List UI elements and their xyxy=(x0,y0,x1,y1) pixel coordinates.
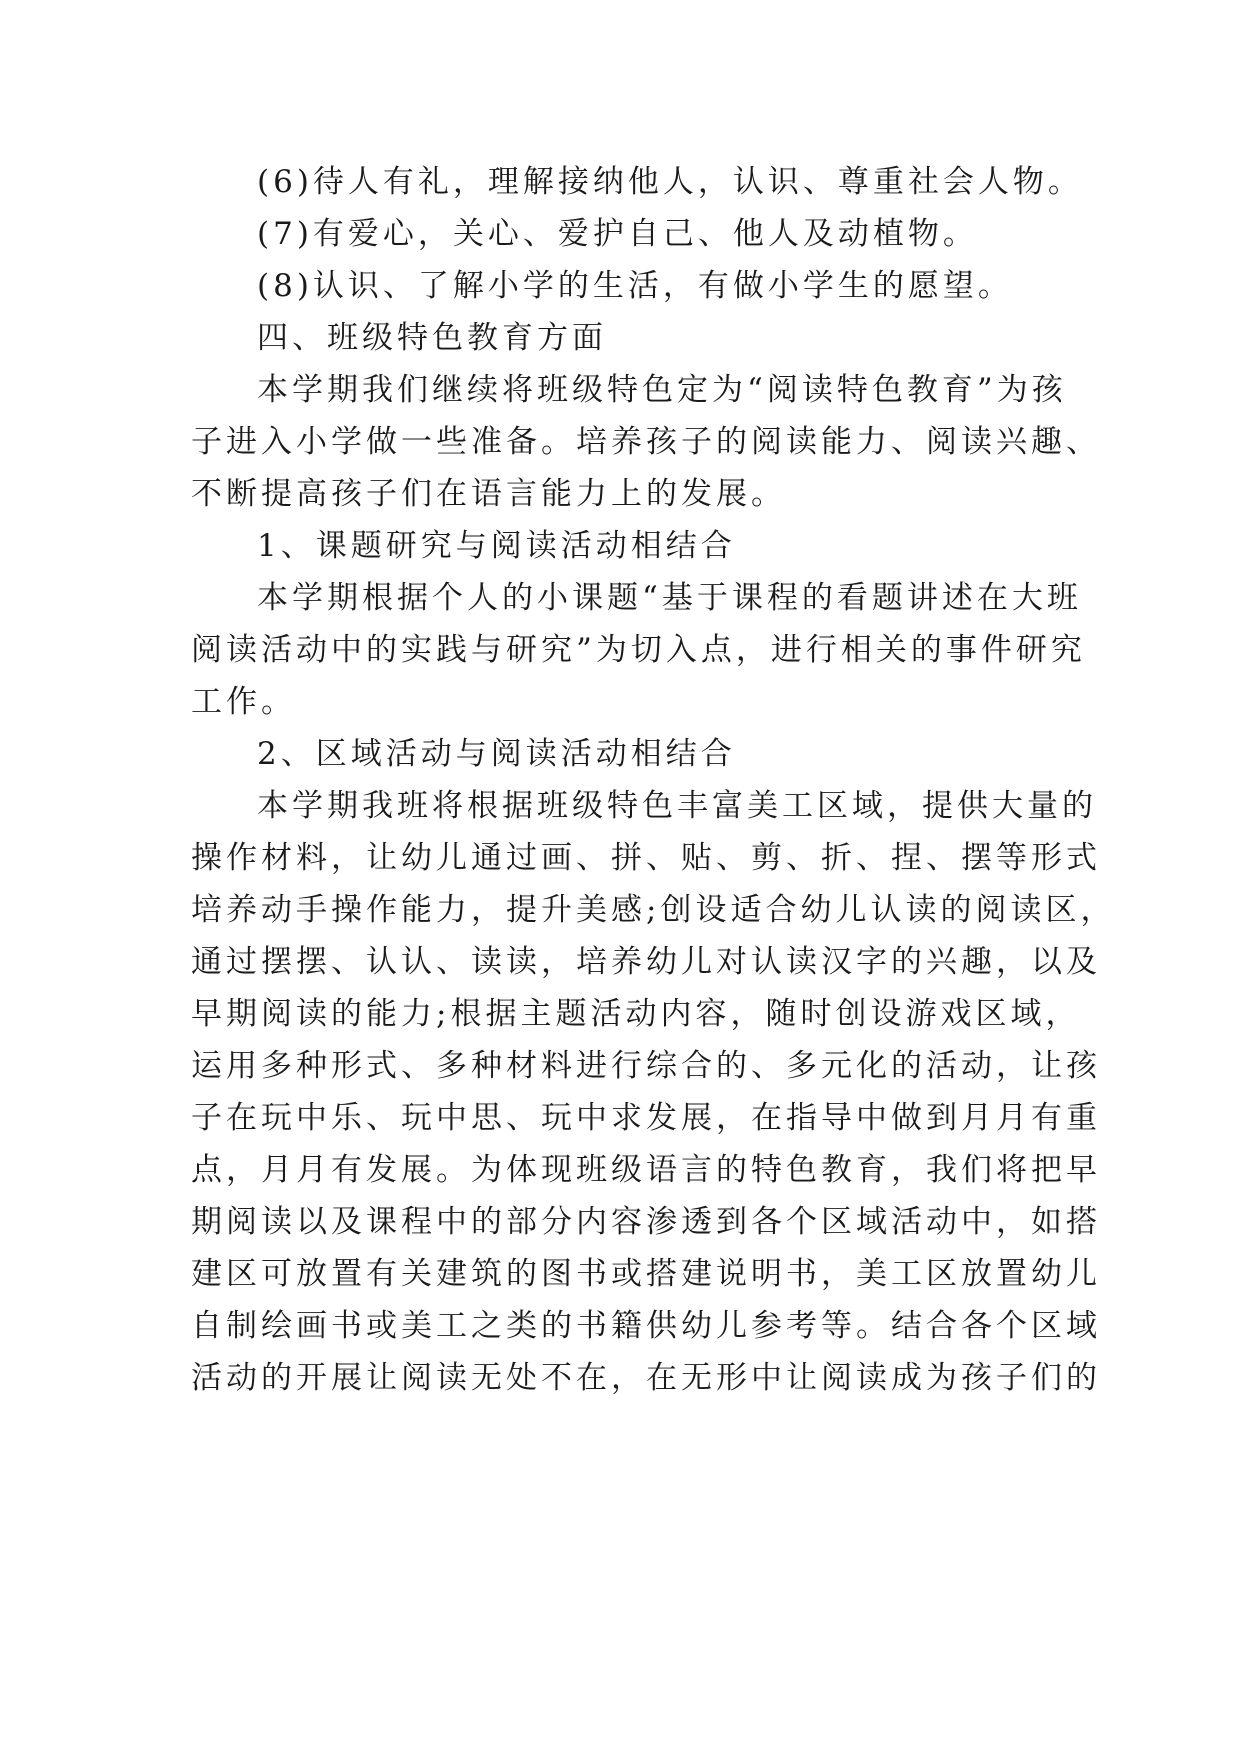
paragraph-line: 本学期我班将根据班级特色丰富美工区域，提供大量的 xyxy=(257,788,1097,824)
paragraph-line: 早期阅读的能力;根据主题活动内容，随时创设游戏区域， xyxy=(191,996,1081,1032)
paragraph-line: 不断提高孩子们在语言能力上的发展。 xyxy=(191,476,786,512)
subheading-1: 1、课题研究与阅读活动相结合 xyxy=(257,528,736,564)
paragraph-line: 阅读活动中的实践与研究”为切入点，进行相关的事件研究 xyxy=(191,632,1086,668)
list-item-6: (6)待人有礼，理解接纳他人，认识、尊重社会人物。 xyxy=(257,164,1083,200)
list-item-7: (7)有爱心，关心、爱护自己、他人及动植物。 xyxy=(257,216,978,252)
paragraph-line: 期阅读以及课程中的部分内容渗透到各个区域活动中，如搭 xyxy=(191,1204,1101,1240)
paragraph-line: 自制绘画书或美工之类的书籍供幼儿参考等。结合各个区域 xyxy=(191,1308,1101,1344)
section-heading-4: 四、班级特色教育方面 xyxy=(257,320,607,356)
paragraph-line: 本学期根据个人的小课题“基于课程的看题讲述在大班 xyxy=(257,580,1082,616)
subheading-2: 2、区域活动与阅读活动相结合 xyxy=(257,736,736,772)
paragraph-line: 子在玩中乐、玩中思、玩中求发展，在指导中做到月月有重 xyxy=(191,1100,1101,1136)
paragraph-line: 培养动手操作能力，提升美感;创设适合幼儿认读的阅读区， xyxy=(191,892,1116,928)
paragraph-line: 运用多种形式、多种材料进行综合的、多元化的活动，让孩 xyxy=(191,1048,1101,1084)
list-item-8: (8)认识、了解小学的生活，有做小学生的愿望。 xyxy=(257,268,1013,304)
paragraph-line: 建区可放置有关建筑的图书或搭建说明书，美工区放置幼儿 xyxy=(191,1256,1101,1292)
paragraph-line: 操作材料，让幼儿通过画、拼、贴、剪、折、捏、摆等形式 xyxy=(191,840,1101,876)
paragraph-line: 子进入小学做一些准备。培养孩子的阅读能力、阅读兴趣、 xyxy=(191,424,1101,460)
paragraph-line: 通过摆摆、认认、读读，培养幼儿对认读汉字的兴趣，以及 xyxy=(191,944,1101,980)
paragraph-line: 工作。 xyxy=(191,684,296,720)
paragraph-line: 本学期我们继续将班级特色定为“阅读特色教育”为孩 xyxy=(257,372,1067,408)
paragraph-line: 活动的开展让阅读无处不在，在无形中让阅读成为孩子们的 xyxy=(191,1360,1101,1396)
paragraph-line: 点，月月有发展。为体现班级语言的特色教育，我们将把早 xyxy=(191,1152,1101,1188)
